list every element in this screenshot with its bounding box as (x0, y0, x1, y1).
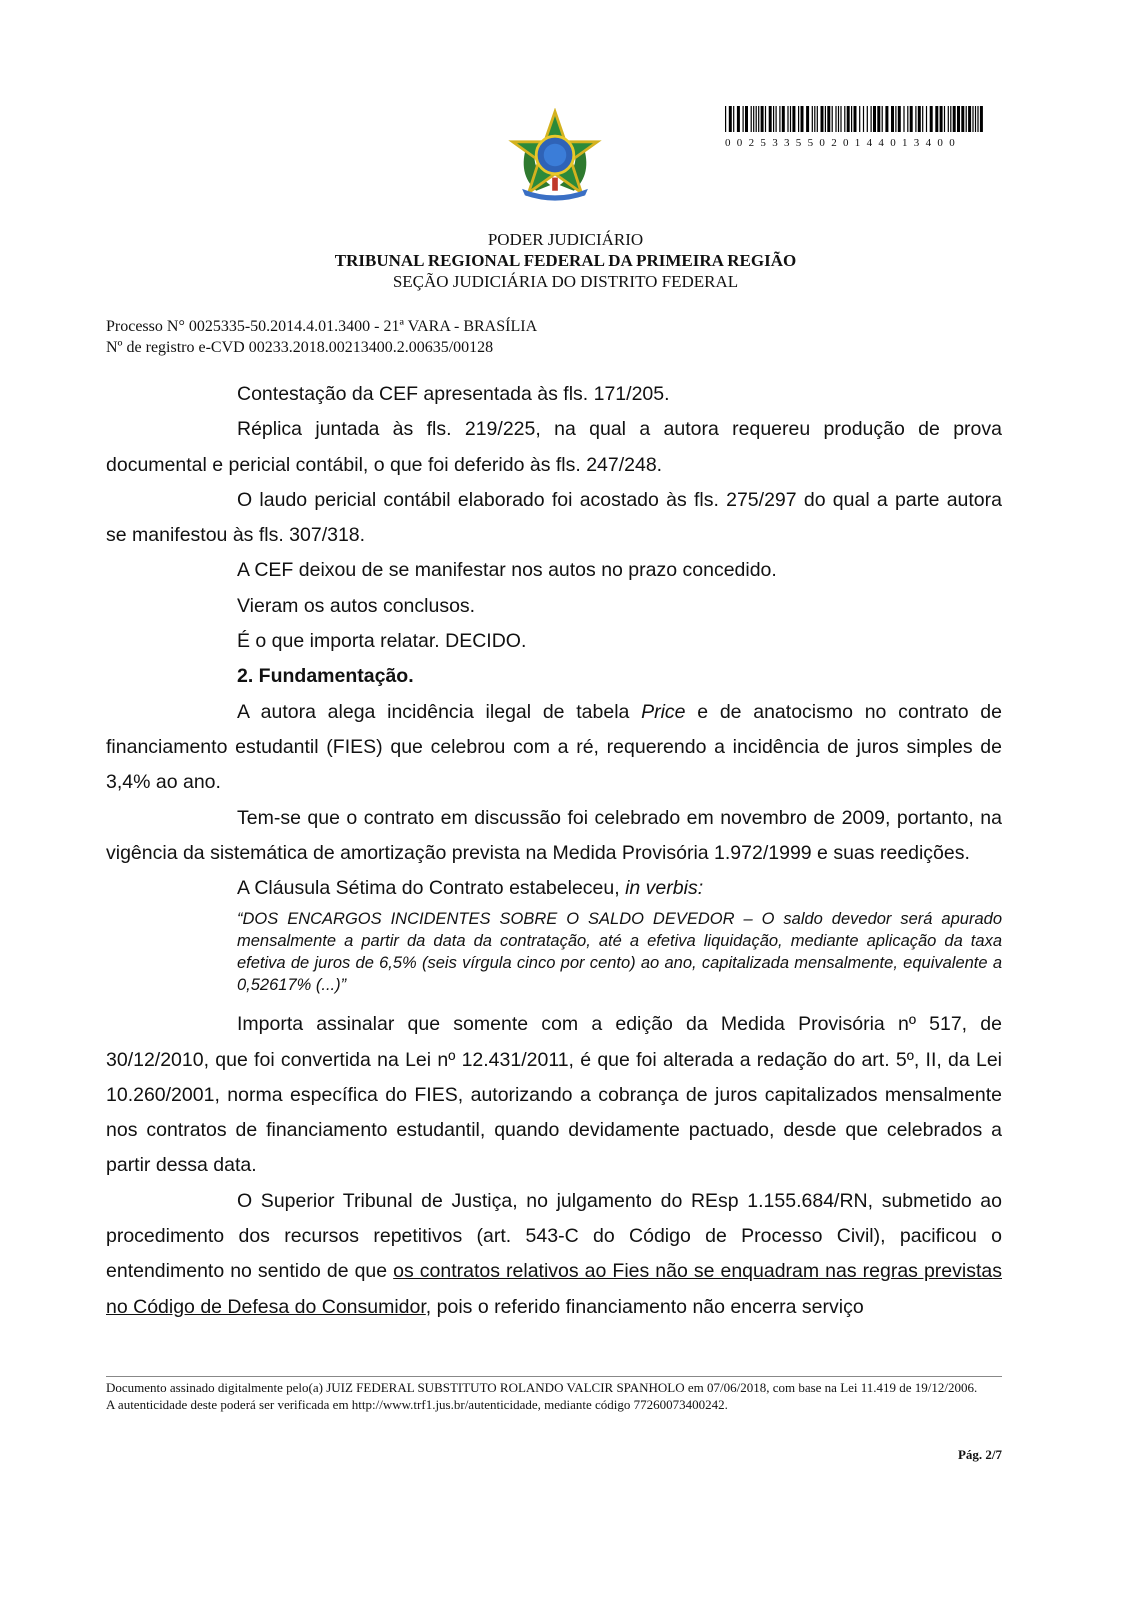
document-body (106, 377, 1002, 1325)
barcode-bar (972, 106, 973, 132)
footer (106, 1379, 1006, 1413)
barcode-bar (948, 106, 949, 132)
process-info (106, 316, 537, 358)
barcode-bar (817, 106, 818, 132)
barcode-bar (910, 106, 913, 132)
header-line-3: SEÇÃO JUDICIÁRIA DO DISTRITO FEDERAL (392, 272, 739, 291)
paragraph: O laudo pericial contábil elaborado foi acostado às fls. 275/297 do qual a parte autora se manifestou às fls. 307/318. (106, 488, 1002, 547)
barcode-bar (903, 106, 904, 132)
barcode-bar (844, 106, 845, 132)
barcode-bar (798, 106, 799, 132)
barcode-bar (898, 106, 901, 132)
brazil-coat-of-arms-emblem (508, 108, 602, 202)
barcode-bar (950, 106, 951, 132)
barcode-bar (806, 106, 809, 132)
barcode-bar (773, 106, 774, 132)
header-line-1: PODER JUDICIÁRIO (487, 230, 644, 249)
barcode-bar (961, 106, 964, 132)
barcode-bar (733, 106, 734, 132)
barcode-bar (975, 106, 976, 132)
barcode-bar (918, 106, 921, 132)
barcode-bar (957, 106, 960, 132)
paragraph (106, 871, 1002, 906)
process-number: Processo N° 0025335-50.2014.4.01.3400 - 21ª VARA - BRASÍLIA (106, 318, 538, 335)
barcode-bar (792, 106, 795, 132)
barcode-bar (859, 106, 860, 132)
paragraph: Vieram os autos conclusos. (237, 594, 476, 617)
barcode-bar (825, 106, 826, 132)
contract-quote: “DOS ENCARGOS INCIDENTES SOBRE O SALDO DEVEDOR – O saldo devedor será apurado mensalmente a partir da data da contratação, até a efetiva liquidação, mediante aplicação da taxa efetiva de juros de 6,5% (seis vírgula cinco por cento) ao ano, capitalizada mensalmente, equivalente a 0,52617% (...)” (237, 910, 1002, 994)
barcode-bar (867, 106, 868, 132)
barcode-bar (765, 106, 766, 132)
barcode-bar (977, 106, 978, 132)
barcode-number: 00253355020144013400 (725, 137, 961, 149)
authenticity-notice: A autenticidade deste poderá ser verificada em http://www.trf1.jus.br/autenticidade, mediante código 77260073400242. (106, 1397, 728, 1412)
barcode-bar (940, 106, 943, 132)
text: O Superior Tribunal de Justiça, no julgamento do REsp 1.155.684/RN, submetido ao procedimento dos recursos repetitivos (art. 543-C do Código de Processo Civil), pacificou o entendimento no sentido de que (106, 1189, 1002, 1283)
italic-term: in verbis: (625, 877, 704, 900)
barcode-bar (812, 106, 813, 132)
barcode-bar (756, 106, 757, 132)
barcode-bar (832, 106, 833, 132)
barcode-bar (944, 106, 945, 132)
barcode-bar (827, 106, 830, 132)
text: , pois o referido financiamento não encerra serviço (425, 1295, 864, 1318)
underlined-text: os contratos relativos ao Fies não se enquadram nas regras previstas no Código de Defesa do Consumidor (106, 1260, 1002, 1318)
paragraph: Contestação da CEF apresentada às fls. 171/205. (237, 383, 670, 405)
barcode-bar (753, 106, 754, 132)
barcode-bar (729, 106, 732, 132)
barcode-bar (877, 106, 880, 132)
barcode-bar (873, 106, 876, 132)
text: A autora alega incidência ilegal de tabela (237, 700, 642, 723)
document-header (0, 229, 1131, 292)
barcode-bar (821, 106, 824, 132)
footer-divider (106, 1376, 1002, 1377)
paragraph: Tem-se que o contrato em discussão foi celebrado em novembro de 2009, portanto, na vigência da sistemática de amortização prevista na Medida Provisória 1.972/1999 e suas reedições. (106, 806, 1002, 864)
barcode-bar (922, 106, 923, 132)
barcode-bar (851, 106, 852, 132)
barcode-bar (966, 106, 967, 132)
barcode-bar (907, 106, 908, 132)
section-heading: 2. Fundamentação. (237, 665, 414, 688)
barcode-bar (725, 106, 726, 132)
barcode-bar (814, 106, 815, 132)
italic-term: Price (641, 700, 686, 723)
header-line-2: TRIBUNAL REGIONAL FEDERAL DA PRIMEIRA REGIÃO (334, 251, 797, 270)
barcode-bar (769, 106, 772, 132)
barcode-bar (745, 106, 748, 132)
barcode-bar (761, 106, 764, 132)
barcode-bar (743, 106, 744, 132)
paragraph (106, 1184, 1002, 1325)
barcode-bar (840, 106, 841, 132)
barcode-bar (926, 106, 927, 132)
text: e de anatocismo no contrato de financiamento estudantil (FIES) que celebrou com a ré, requerendo a incidência de juros simples de 3,4% ao ano. (106, 700, 1002, 794)
barcode-bar (776, 106, 777, 132)
barcode-bar (895, 106, 896, 132)
barcode-bar (847, 106, 850, 132)
signature-notice: Documento assinado digitalmente pelo(a) JUIZ FEDERAL SUBSTITUTO ROLANDO VALCIR SPANHOLO em 07/06/2018, com base na Lei 11.419 de 19/12/2006. (106, 1380, 978, 1395)
barcode-bar (758, 106, 759, 132)
barcode-bar (915, 106, 916, 132)
barcode-bar (863, 106, 864, 132)
paragraph (106, 695, 1002, 801)
barcode-bar (930, 106, 933, 132)
text: A Cláusula Sétima do Contrato estabeleceu, (237, 877, 626, 900)
barcode-bar (737, 106, 740, 132)
barcode-bar (787, 106, 788, 132)
page-number: Pág. 2/7 (957, 1447, 1002, 1462)
paragraph: A CEF deixou de se manifestar nos autos no prazo concedido. (237, 559, 777, 582)
barcode-bar (953, 106, 956, 132)
paragraph: É o que importa relatar. DECIDO. (237, 630, 527, 653)
barcode-bar (885, 106, 888, 132)
paragraph: Importa assinalar que somente com a edição da Medida Provisória nº 517, de 30/12/2010, que foi convertida na Lei nº 12.431/2011, é que foi alterada a redação do art. 5º, II, da Lei 10.260/2001, norma específica do FIES, autorizando a cobrança de juros capitalizados mensalmente nos contratos de financiamento estudantil, quando devidamente pactuado, desde que celebrados a partir dessa data. (106, 1013, 1002, 1177)
barcode-bar (790, 106, 791, 132)
barcode-bar (891, 106, 894, 132)
barcode-bar (968, 106, 971, 132)
barcode-bar (779, 106, 780, 132)
barcode (725, 106, 987, 132)
barcode-bar (882, 106, 883, 132)
barcode-bar (871, 106, 872, 132)
paragraph: Réplica juntada às fls. 219/225, na qual a autora requereu produção de prova documental e pericial contábil, o que foi deferido às fls. 247/248. (106, 418, 1002, 476)
barcode-bar (835, 106, 836, 132)
barcode-bar (801, 106, 804, 132)
barcode-bar (838, 106, 839, 132)
registry-number: Nº de registro e-CVD 00233.2018.00213400.2.00635/00128 (106, 339, 494, 356)
barcode-bar (854, 106, 857, 132)
barcode-bar (751, 106, 752, 132)
barcode-bar (935, 106, 938, 132)
barcode-bar (782, 106, 785, 132)
barcode-bar (980, 106, 983, 132)
